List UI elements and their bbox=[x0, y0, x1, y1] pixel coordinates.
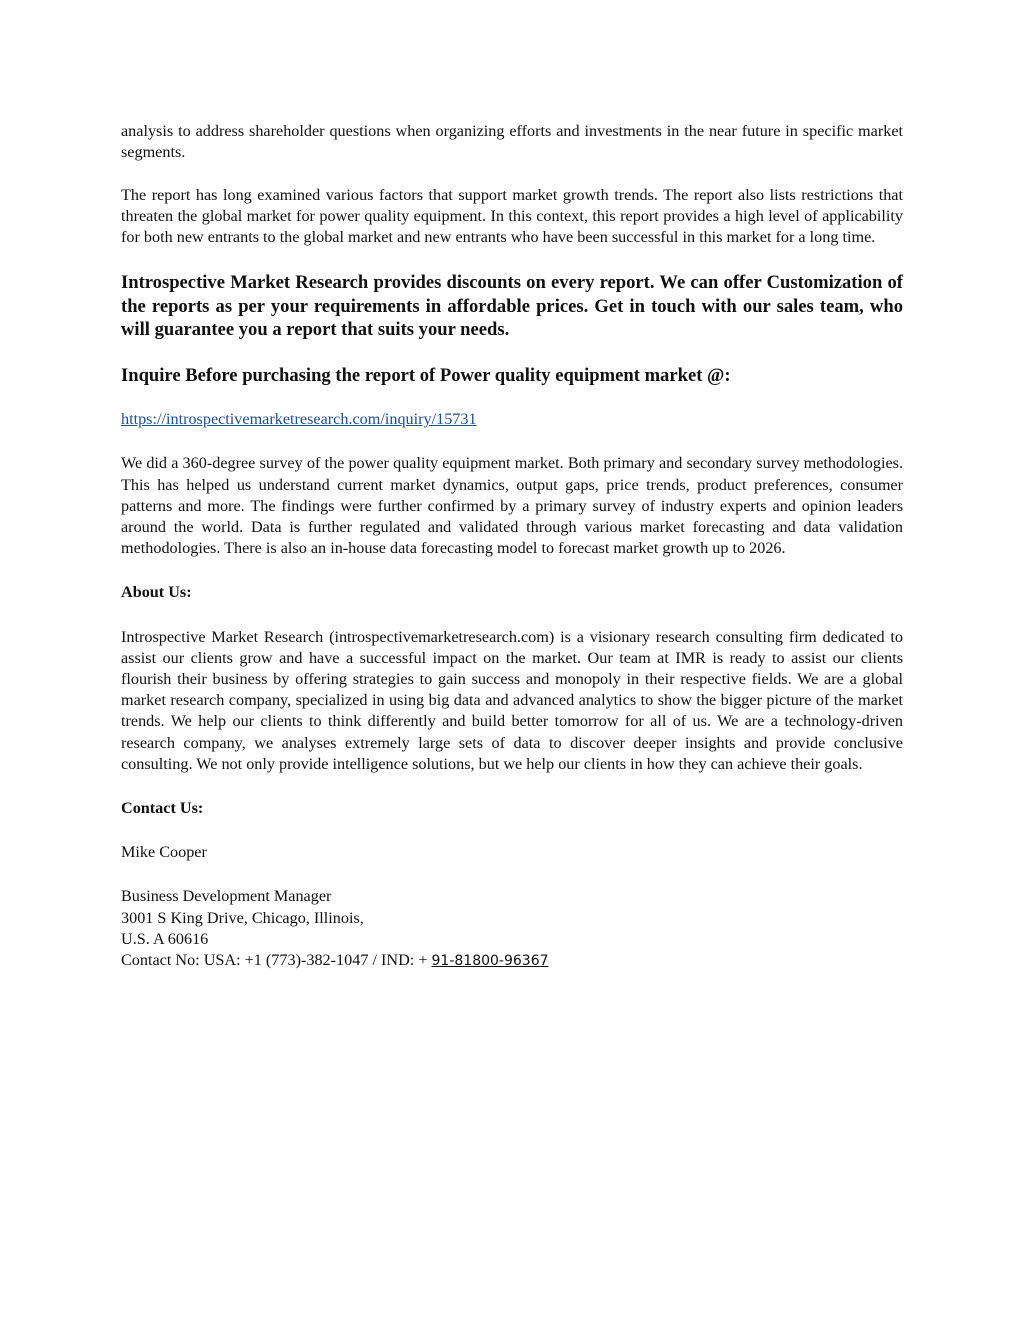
survey-paragraph: We did a 360-degree survey of the power quality equipment market. Both primary and secondary survey methodologies. This has helped us understand current market dynamics, output gaps, price trends, product preferences, consumer patterns and more. The findings were further confirmed by a primary survey of industry experts and opinion leaders around the world. Data is further regulated and validated through various market forecasting and data validation methodologies. There is also an in-house data forecasting model to forecast market growth up to 2026. bbox=[121, 454, 903, 558]
report-factors-paragraph: The report has long examined various factors that support market growth trends. The report also lists restrictions that threaten the global market for power quality equipment. In this context, this report provides a high level of applicability for both new entrants to the global market and new entrants who have been successful in this market for a long time. bbox=[121, 185, 903, 246]
inquire-heading: Inquire Before purchasing the report of Power quality equipment market @: bbox=[121, 364, 731, 386]
about-paragraph: Introspective Market Research (introspectivemarketresearch.com) is a visionary research consulting firm dedicated to assist our clients grow and have a successful impact on the market. Our team at IMR is ready to assist our clients flourish their business by offering strategies to gain success and monopoly in their respective fields. We are a global market research company, specialized in using big data and advanced analytics to show the bigger picture of the market trends. We help our clients to think differently and build better tomorrow for all of us. We are a technology-driven research company, we analyses extremely large sets of data to discover deeper insights and provide conclusive consulting. We not only provide intelligence solutions, but we help our clients in how they can achieve their goals. bbox=[121, 627, 903, 773]
contact-heading: Contact Us: bbox=[121, 799, 204, 818]
india-phone-link[interactable]: 91-81800-96367 bbox=[431, 953, 549, 970]
intro-paragraph: analysis to address shareholder questions when organizing efforts and investments in the near future in specific market segments. bbox=[121, 122, 903, 162]
contact-address-line2: U.S. A 60616 bbox=[121, 929, 209, 948]
contact-address-line1: 3001 S King Drive, Chicago, Illinois, bbox=[121, 908, 364, 927]
document-page bbox=[121, 121, 903, 972]
contact-phone-prefix: Contact No: USA: +1 (773)-382-1047 / IND: + bbox=[121, 951, 432, 970]
contact-title: Business Development Manager bbox=[121, 887, 332, 906]
contact-phone-line bbox=[121, 950, 903, 972]
about-heading: About Us: bbox=[121, 583, 192, 602]
discount-notice: Introspective Market Research provides discounts on every report. We can offer Customization of the reports as per your requirements in affordable prices. Get in touch with our sales team, who will guarantee you a report that suits your needs. bbox=[121, 272, 903, 341]
contact-name: Mike Cooper bbox=[121, 843, 207, 862]
inquiry-link[interactable]: https://introspectivemarketresearch.com/inquiry/15731 bbox=[121, 410, 477, 429]
